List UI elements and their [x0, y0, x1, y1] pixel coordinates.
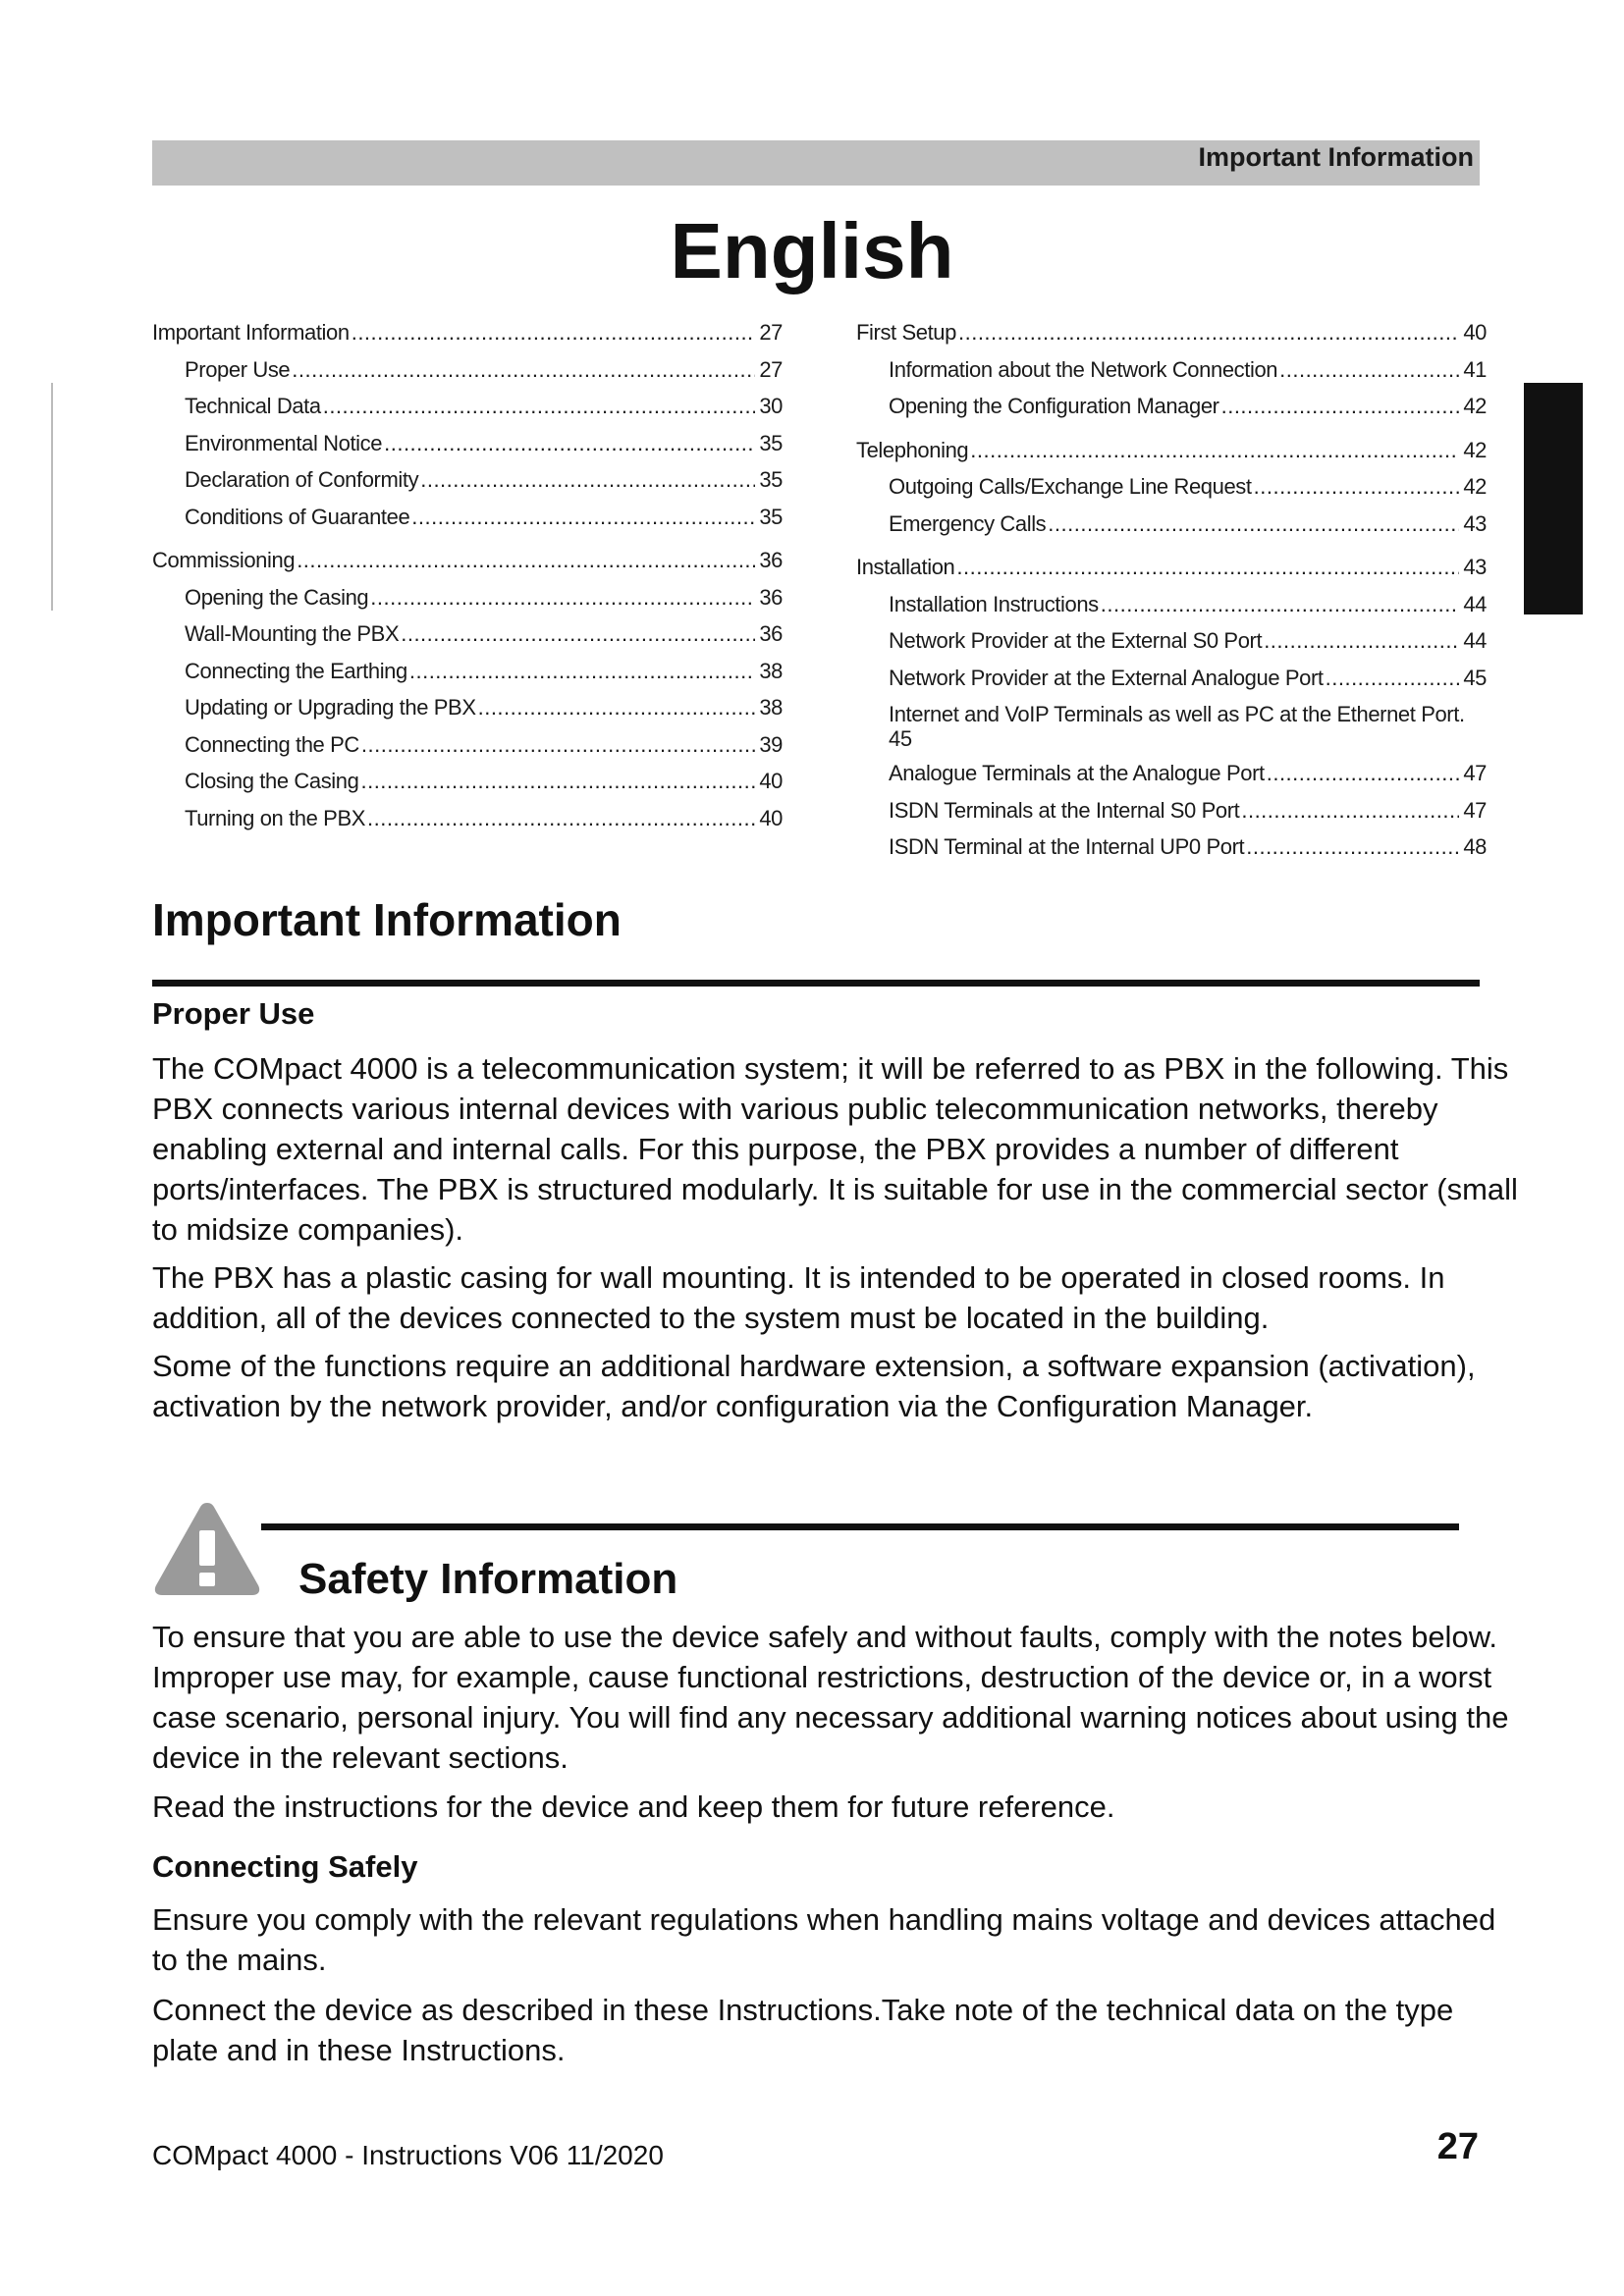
toc-entry-page: 38 — [759, 695, 783, 720]
toc-entry-label: First Setup — [856, 320, 956, 345]
toc-leader — [411, 505, 755, 530]
toc-entry[interactable] — [152, 394, 783, 431]
toc-entry-label: Updating or Upgrading the PBX — [185, 695, 476, 720]
toc-entry-page: 39 — [759, 731, 783, 757]
toc-entry[interactable] — [152, 320, 783, 357]
toc-entry[interactable] — [152, 505, 783, 542]
toc-leader — [361, 732, 755, 758]
paragraph: The COMpact 4000 is a telecommunication system; it will be referred to as PBX in the following. This PBX connects various internal devices with various public telecommunication networks, thereby enabling external and internal calls. For this purpose, the PBX provides a number of different ports/interfaces. The PBX is structured modularly. It is suitable for use in the commercial sector (small to midsize companies). — [152, 1051, 1518, 1247]
toc-entry-label: Installation Instructions — [889, 591, 1099, 616]
toc-left-column — [152, 320, 783, 842]
connecting-safely-heading: Connecting Safely — [152, 1849, 418, 1884]
toc-entry-page: 36 — [759, 548, 783, 572]
toc-entry[interactable] — [856, 320, 1487, 357]
toc-entry[interactable] — [856, 511, 1487, 549]
toc-entry-label: Network Provider at the External S0 Port — [889, 628, 1263, 653]
toc-leader — [478, 695, 755, 721]
toc-leader — [297, 548, 755, 573]
toc-entry-page: 42 — [1463, 474, 1487, 499]
toc-leader — [1221, 394, 1459, 419]
toc-entry-page: 43 — [1463, 510, 1487, 536]
toc-entry-page: 35 — [759, 467, 783, 492]
toc-entry-label: Connecting the Earthing — [185, 658, 407, 683]
toc-leader — [360, 769, 755, 794]
toc-entry-label: Connecting the PC — [185, 731, 359, 757]
toc-entry[interactable] — [152, 659, 783, 696]
toc-leader — [384, 431, 755, 456]
toc-entry-page: 40 — [1463, 320, 1487, 345]
toc-entry[interactable] — [152, 357, 783, 395]
toc-entry[interactable] — [856, 761, 1487, 798]
toc-entry-label: Closing the Casing — [185, 769, 359, 793]
toc-leader — [1254, 474, 1459, 500]
toc-entry-page: 43 — [1463, 555, 1487, 579]
toc-entry[interactable] — [152, 769, 783, 806]
toc-entry[interactable] — [152, 431, 783, 468]
toc-entry-label: Analogue Terminals at the Analogue Port — [889, 761, 1265, 785]
toc-leader — [1246, 834, 1459, 860]
toc-leader — [367, 806, 755, 831]
toc-entry-label: Opening the Configuration Manager — [889, 394, 1219, 418]
toc-entry[interactable] — [856, 438, 1487, 475]
toc-leader — [1326, 666, 1459, 691]
toc-entry-page: 41 — [1463, 356, 1487, 382]
toc-entry-label: Wall-Mounting the PBX — [185, 621, 400, 646]
document-title: English — [670, 207, 954, 294]
toc-leader — [370, 585, 755, 611]
paragraph: Some of the functions require an additional hardware extension, a software expansion (activation), activation by the network provider, and/or configuration via the Configuration Manager. — [152, 1349, 1476, 1423]
toc-entry-label: Commissioning — [152, 548, 296, 572]
toc-leader — [1264, 628, 1459, 654]
toc-entry-label: Outgoing Calls/Exchange Line Request — [889, 474, 1252, 499]
toc-entry[interactable] — [856, 834, 1487, 872]
toc-entry-label: Environmental Notice — [185, 430, 383, 455]
toc-leader — [292, 357, 755, 383]
toc-entry-label: Network Provider at the External Analogue Port — [889, 665, 1324, 690]
toc-leader — [958, 320, 1459, 346]
toc-leader — [970, 438, 1459, 463]
toc-leader — [323, 394, 755, 419]
toc-entry[interactable] — [856, 702, 1487, 751]
toc-entry-label: Emergency Calls — [889, 510, 1047, 536]
toc-entry-label: Information about the Network Connection — [889, 356, 1278, 382]
toc-entry-page: 45 — [1463, 665, 1487, 690]
toc-entry-label: Proper Use — [185, 356, 291, 382]
toc-entry-label: Important Information — [152, 320, 350, 345]
toc-leader — [1048, 511, 1459, 537]
toc-entry-label: ISDN Terminals at the Internal S0 Port — [889, 797, 1240, 823]
toc-entry-label: Opening the Casing — [185, 584, 369, 610]
toc-entry-label: ISDN Terminal at the Internal UP0 Port — [889, 834, 1245, 859]
toc-entry-page: 38 — [759, 658, 783, 683]
toc-entry[interactable] — [856, 628, 1487, 666]
toc-entry[interactable] — [152, 621, 783, 659]
toc-entry-page: 27 — [759, 356, 783, 382]
footer-document-info: COMpact 4000 - Instructions V06 11/2020 — [152, 2140, 664, 2170]
toc-entry-page: 45 — [889, 726, 912, 751]
toc-right-column — [856, 320, 1487, 872]
toc-entry-label: Internet and VoIP Terminals as well as PC at the Ethernet Port. — [889, 702, 1465, 726]
toc-leader — [401, 621, 755, 647]
toc-entry-label: Declaration of Conformity — [185, 467, 419, 492]
toc-entry-page: 35 — [759, 430, 783, 455]
paragraph: Ensure you comply with the relevant regulations when handling mains voltage and devices attached to the mains. — [152, 1902, 1496, 1977]
toc-entry-page: 44 — [1463, 628, 1487, 653]
toc-entry[interactable] — [856, 357, 1487, 395]
toc-leader — [1101, 592, 1459, 617]
toc-entry[interactable] — [152, 467, 783, 505]
running-header — [152, 140, 1480, 186]
toc-entry[interactable] — [152, 806, 783, 843]
paragraph: To ensure that you are able to use the device safely and without faults, comply with the notes below. Improper use may, for example, cause functional restrictions, destruction of the device or, in a worst case scenario, personal injury. You will find any necessary additional warning notices about using the device in the relevant sections. — [152, 1620, 1509, 1775]
toc-entry[interactable] — [856, 798, 1487, 835]
section-heading: Important Information — [152, 894, 622, 945]
toc-entry[interactable] — [856, 474, 1487, 511]
toc-entry-label: Turning on the PBX — [185, 805, 365, 830]
toc-entry-page: 44 — [1463, 591, 1487, 616]
toc-leader — [1279, 357, 1459, 383]
toc-entry-label: Installation — [856, 555, 955, 579]
toc-entry-label: Conditions of Guarantee — [185, 504, 410, 529]
toc-entry-page: 36 — [759, 584, 783, 610]
toc-entry[interactable] — [856, 394, 1487, 431]
page-number: 27 — [1436, 2126, 1479, 2167]
paragraph: The PBX has a plastic casing for wall mounting. It is intended to be operated in closed rooms. In addition, all of the devices connected to the system must be located in the building. — [152, 1260, 1445, 1335]
toc-entry[interactable] — [152, 732, 783, 770]
toc-entry-label: Technical Data — [185, 394, 321, 418]
toc-entry-page: 47 — [1463, 761, 1487, 785]
safety-divider — [261, 1523, 1459, 1530]
toc-entry[interactable] — [856, 666, 1487, 703]
toc-entry-label: Telephoning — [856, 437, 969, 462]
proper-use-heading: Proper Use — [152, 996, 315, 1031]
toc-leader — [420, 467, 755, 493]
paragraph: Read the instructions for the device and keep them for future reference. — [152, 1789, 1115, 1824]
toc-entry[interactable] — [152, 585, 783, 622]
running-header-title: Important Information — [1198, 142, 1474, 172]
toc-entry-page: 27 — [759, 320, 783, 345]
toc-leader — [956, 555, 1459, 580]
toc-leader — [409, 659, 755, 684]
toc-entry[interactable] — [152, 548, 783, 585]
toc-entry-page: 35 — [759, 504, 783, 529]
safety-heading: Safety Information — [298, 1555, 678, 1603]
paragraph: Connect the device as described in these Instructions.Take note of the technical data on the type plate and in these Instructions. — [152, 1993, 1454, 2067]
toc-leader — [1241, 798, 1459, 824]
toc-entry-page: 40 — [759, 805, 783, 830]
toc-entry-page: 36 — [759, 621, 783, 646]
toc-entry-page: 42 — [1463, 394, 1487, 418]
toc-entry[interactable] — [856, 555, 1487, 592]
toc-entry-page: 40 — [759, 769, 783, 793]
toc-entry[interactable] — [152, 695, 783, 732]
toc-entry-page: 30 — [759, 394, 783, 418]
toc-leader — [1267, 761, 1459, 786]
toc-entry-page: 42 — [1463, 437, 1487, 462]
margin-rule — [51, 383, 53, 611]
warning-icon — [152, 1499, 262, 1597]
toc-entry-page: 48 — [1463, 834, 1487, 859]
language-tab-marker — [1524, 383, 1583, 614]
section-divider — [152, 980, 1480, 987]
toc-entry-page: 47 — [1463, 797, 1487, 823]
toc-leader — [352, 320, 755, 346]
toc-entry[interactable] — [856, 592, 1487, 629]
